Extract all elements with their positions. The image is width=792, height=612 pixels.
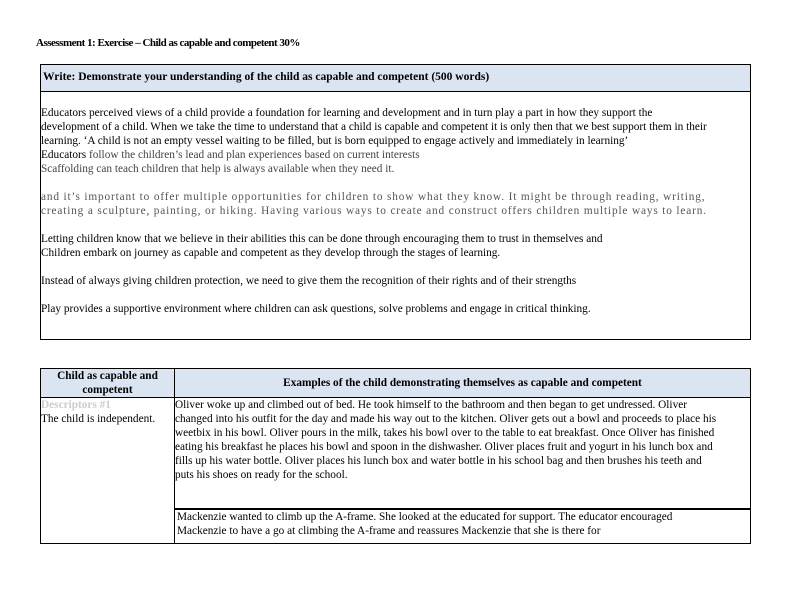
page-title: Assessment 1: Exercise – Child as capable and competent 30% (36, 37, 300, 49)
table-header-row (41, 369, 751, 398)
paragraph-line: Instead of always giving children protection, we need to give them the recognition of their rights and of their strengths (41, 275, 577, 287)
example-1-cell (175, 398, 751, 510)
paragraph-line: learning. ‘A child is not an empty vessel waiting to be filled, but is born equipped to engage actively and immediately in learning’ (41, 135, 629, 147)
col1-header: Child as capable and competent (41, 369, 175, 398)
table-row (41, 398, 751, 510)
paragraph-line (41, 148, 750, 162)
col2-header: Examples of the child demonstrating themselves as capable and competent (175, 369, 751, 398)
line-rest: follow the children’s lead and plan experiences based on current interests (89, 149, 420, 161)
example-line: puts his shoes on ready for the school. (175, 469, 348, 481)
example-line: Mackenzie wanted to climb up the A-frame. She looked at the educated for support. The educator encouraged (177, 511, 673, 523)
write-section-body (41, 92, 750, 316)
example-line: eating his breakfast he places his bowl and spoon in the dishwasher. Oliver places fruit and yogurt in his lunch box and (175, 441, 713, 453)
paragraph-line: Children embark on journey as capable and competent as they develop through the stages of learning. (41, 247, 501, 259)
example-line: Oliver woke up and climbed out of bed. He took himself to the bathroom and then began to get undressed. Oliver (175, 399, 688, 411)
write-section-heading: Write: Demonstrate your understanding of the child as capable and competent (500 words) (41, 65, 750, 92)
example-line: changed into his outfit for the day and made his way out to the kitchen. Oliver gets out a bowl and proceeds to place his (175, 413, 717, 425)
paragraph-line: development of a child. When we take the time to understand that a child is capable and competent it is only then that we best support them in their (41, 121, 707, 133)
line-lead: Educators (41, 149, 89, 161)
example-2-cell (175, 509, 751, 544)
paragraph-line: creating a sculpture, painting, or hiking. Having various ways to create and construct offers children multiple ways to learn. (41, 205, 707, 217)
paragraph-line: Play provides a supportive environment where children can ask questions, solve problems and engage in critical thinking. (41, 303, 591, 315)
descriptor-label: Descriptors #1 (41, 399, 111, 411)
descriptor-cell (41, 398, 175, 544)
descriptor-text: The child is independent. (41, 413, 156, 425)
example-line: weetbix in his bowl. Oliver pours in the milk, takes his bowl over to the table to eat breakfast. Once Oliver has finished (175, 427, 715, 439)
paragraph-line: Scaffolding can teach children that help is always available when they need it. (41, 163, 395, 175)
paragraph-line: Educators perceived views of a child provide a foundation for learning and development and in turn play a part in how they support the (41, 107, 653, 119)
example-line: Mackenzie to have a go at climbing the A-frame and reassures Mackenzie that she is there for (177, 525, 601, 537)
write-section-box (40, 64, 751, 340)
example-line: fills up his water bottle. Oliver places his lunch box and water bottle in his school bag and then brushes his teeth and (175, 455, 702, 467)
paragraph-line: and it’s important to offer multiple opportunities for children to show what they know. It might be through reading, writing, (41, 191, 706, 203)
paragraph-line: Letting children know that we believe in their abilities this can be done through encouraging them to trust in themselves and (41, 233, 603, 245)
examples-table (40, 368, 751, 544)
